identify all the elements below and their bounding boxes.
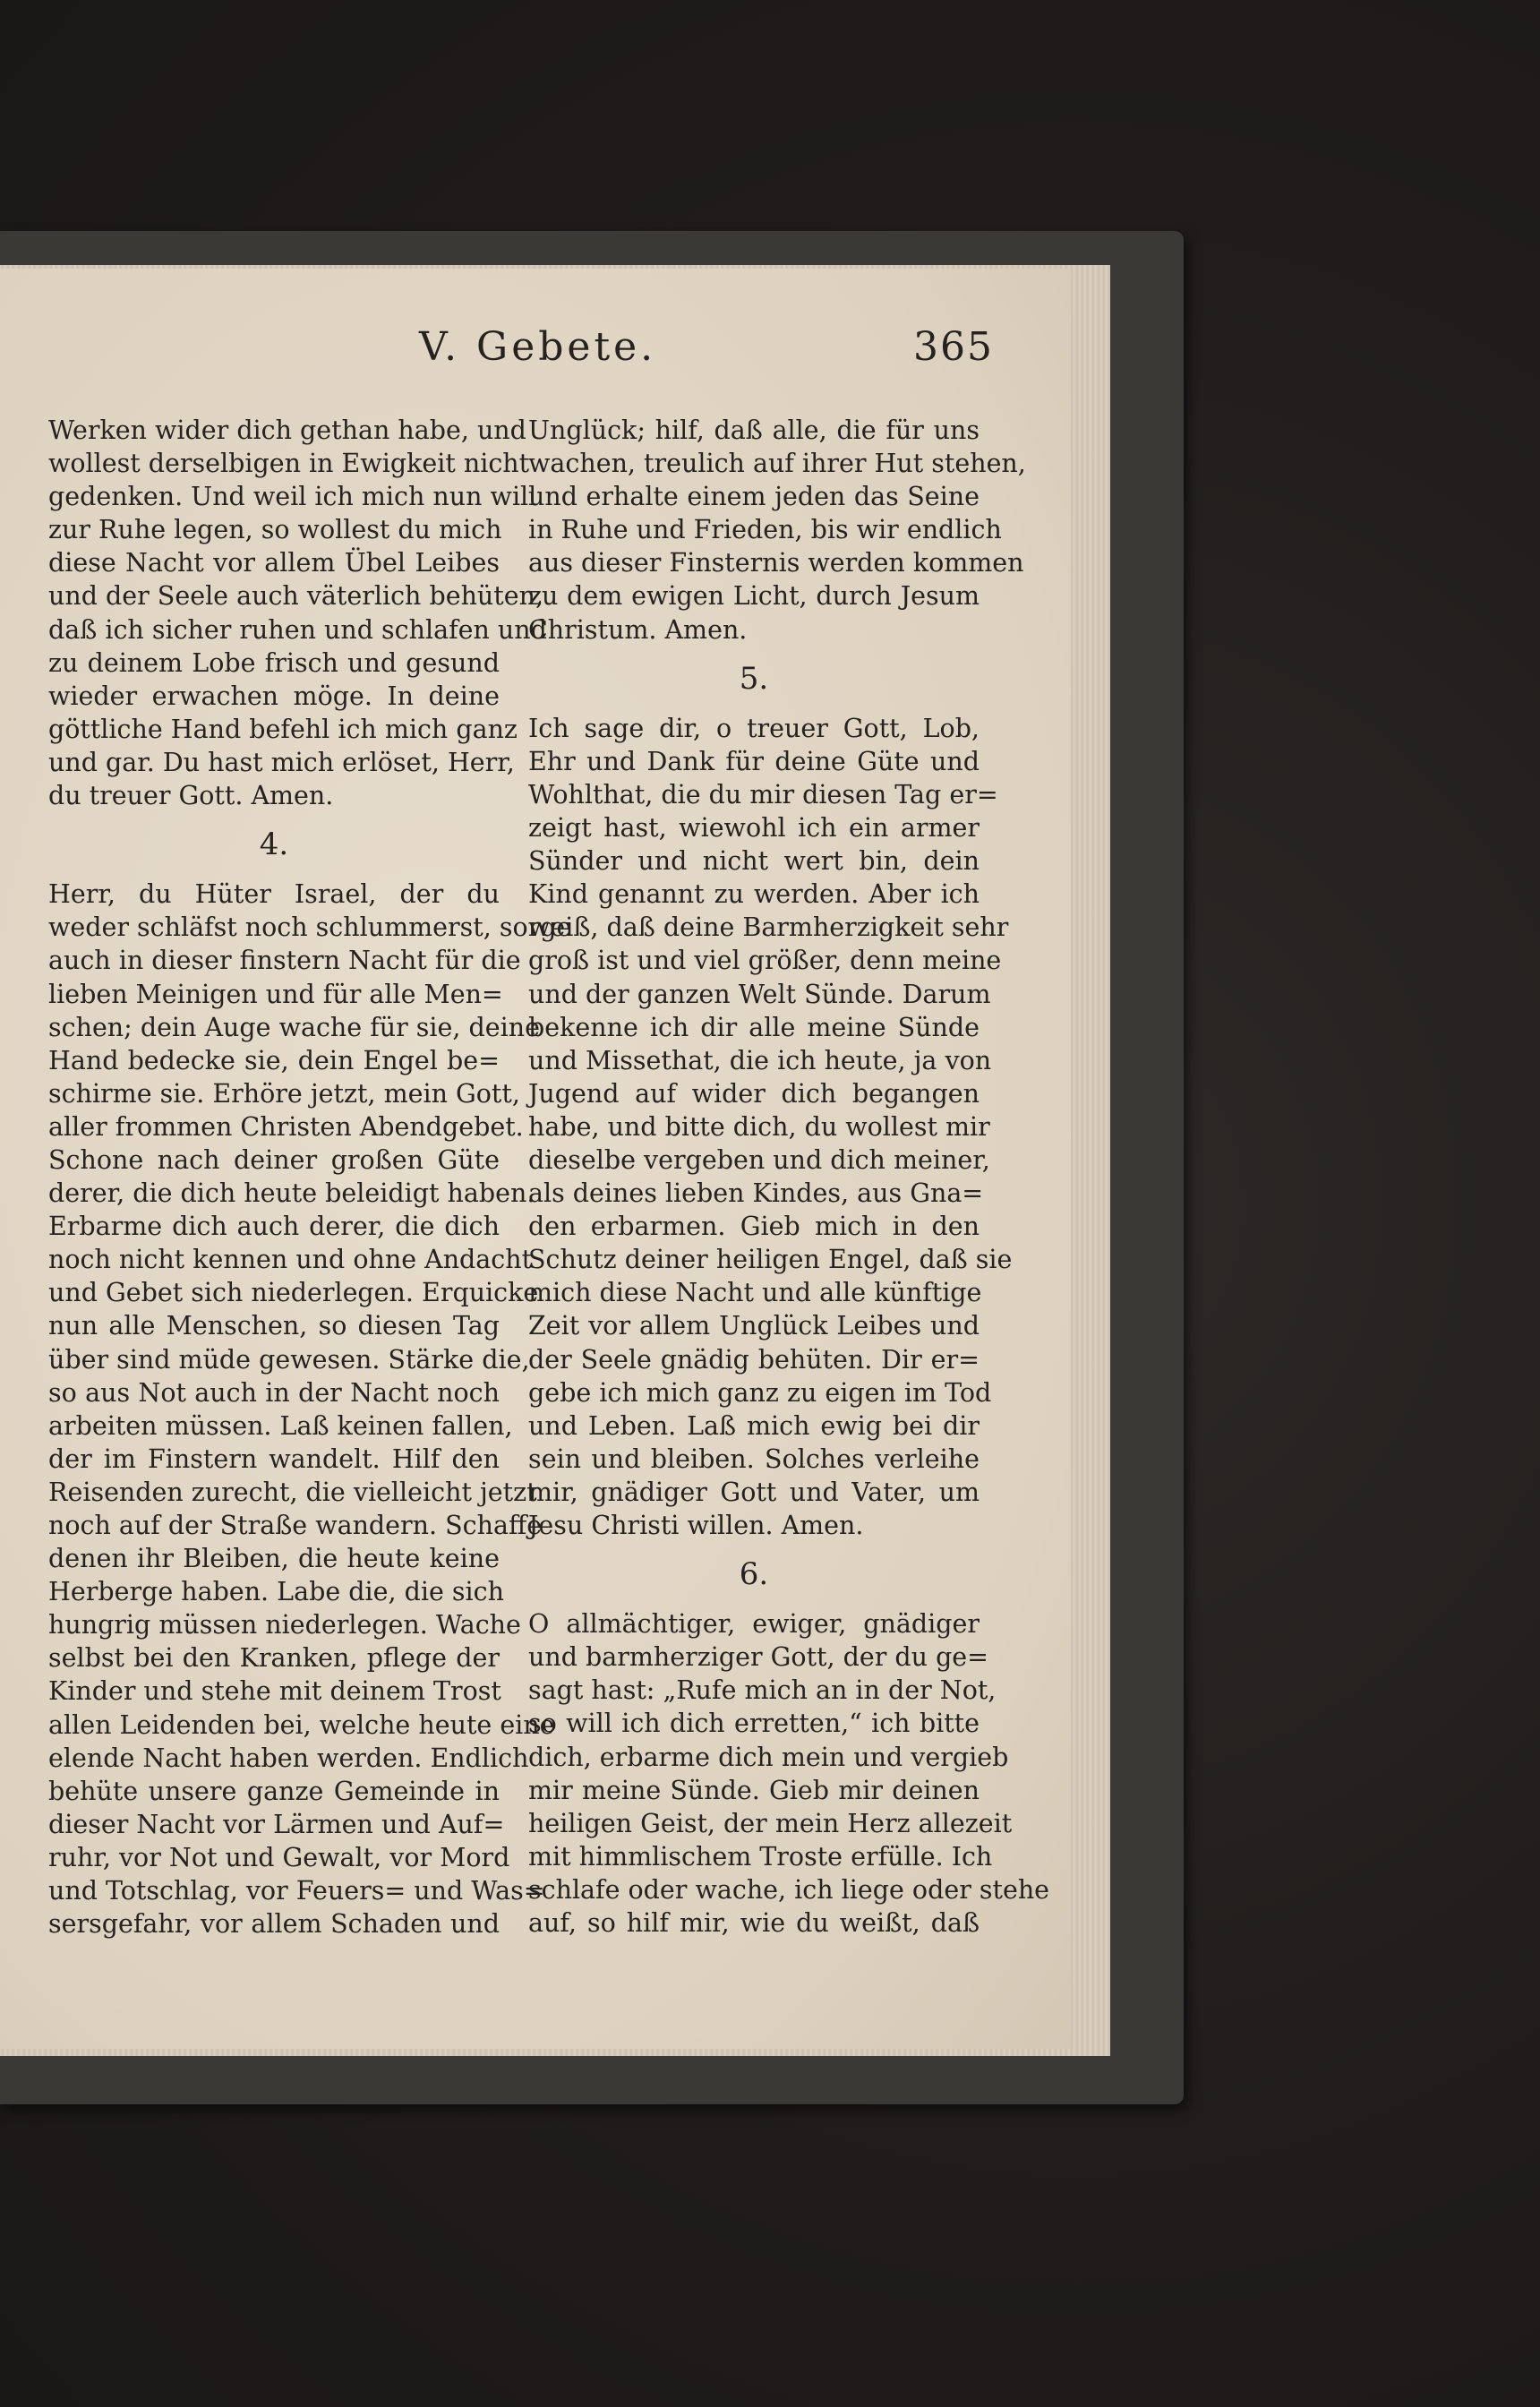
text-line: Jugend auf wider dich begangen [528, 1078, 980, 1109]
section-number: 6. [739, 1556, 769, 1593]
text-line: Werken wider dich gethan habe, und [48, 415, 526, 445]
text-line: wollest derselbigen in Ewigkeit nicht [48, 449, 530, 479]
text-line: gebe ich mich ganz zu eigen im Tod [528, 1377, 992, 1408]
spacer [48, 861, 500, 878]
page-number: 365 [913, 324, 994, 370]
text-line: sein und bleiben. Solches verleihe [528, 1443, 980, 1474]
text-line: arbeiten müssen. Laß keinen fallen, [48, 1410, 513, 1441]
text-line: gedenken. Und weil ich mich nun will [48, 482, 537, 512]
text-line: Schutz deiner heiligen Engel, daß sie [528, 1245, 1013, 1275]
text-line: und Leben. Laß mich ewig bei dir [528, 1410, 980, 1441]
text-line: zu deinem Lobe frisch und gesund [48, 647, 500, 678]
text-line: wieder erwachen möge. In deine [48, 681, 500, 711]
text-line: Schone nach deiner großen Güte [48, 1144, 500, 1175]
text-line: hungrig müssen niederlegen. Wache [48, 1610, 521, 1640]
text-line: Kinder und stehe mit deinem Trost [48, 1676, 501, 1707]
text-line: mir, gnädiger Gott und Vater, um [528, 1477, 980, 1507]
text-line: daß ich sicher ruhen und schlafen und [48, 614, 547, 645]
text-line: nun alle Menschen, so diesen Tag [48, 1311, 500, 1341]
text-line: elende Nacht haben werden. Endlich [48, 1743, 529, 1773]
text-line: habe, und bitte dich, du wollest mir [528, 1111, 990, 1142]
text-line: Kind genannt zu werden. Aber ich [528, 879, 980, 910]
text-line: zeigt hast, wiewohl ich ein armer [528, 813, 980, 844]
text-line: auf, so hilf mir, wie du weißt, daß [528, 1908, 980, 1939]
right-column [528, 414, 1050, 1940]
text-line: bekenne ich dir alle meine Sünde [528, 1012, 980, 1042]
text-line: in Ruhe und Frieden, bis wir endlich [528, 515, 1002, 545]
text-line: Wohlthat, die du mir diesen Tag er= [528, 779, 998, 809]
text-line: selbst bei den Kranken, pflege der [48, 1643, 500, 1674]
spacer [528, 1591, 980, 1607]
left-column [48, 414, 572, 1940]
spacer [528, 647, 980, 663]
text-line: göttliche Hand befehl ich mich ganz [48, 714, 518, 744]
text-line: der Seele gnädig behüten. Dir er= [528, 1344, 980, 1375]
text-line: als deines lieben Kindes, aus Gna= [528, 1178, 984, 1209]
text-line: wachen, treulich auf ihrer Hut stehen, [528, 449, 1026, 479]
text-line: und barmherziger Gott, der du ge= [528, 1642, 989, 1673]
section-number: 5. [739, 660, 769, 697]
text-line: Hand bedecke sie, dein Engel be= [48, 1045, 500, 1075]
text-line: Erbarme dich auch derer, die dich [48, 1212, 500, 1242]
text-line: aller frommen Christen Abendgebet. [48, 1111, 524, 1142]
text-line: und gar. Du hast mich erlöset, Herr, [48, 747, 515, 777]
section-number: 4. [259, 827, 289, 863]
text-line: schlafe oder wache, ich liege oder stehe [528, 1874, 1050, 1905]
text-line: so will ich dich erretten,“ ich bitte [528, 1709, 980, 1739]
text-line: zur Ruhe legen, so wollest du mich [48, 515, 502, 545]
text-line: Ehr und Dank für deine Güte und [528, 746, 980, 776]
text-line: mir meine Sünde. Gieb mir deinen [528, 1775, 980, 1805]
text-line: noch nicht kennen und ohne Andacht [48, 1245, 533, 1275]
text-line: du treuer Gott. Amen. [48, 781, 334, 811]
text-line: und erhalte einem jeden das Seine [528, 482, 980, 512]
text-line: der im Finstern wandelt. Hilf den [48, 1443, 500, 1474]
text-line: und Totschlag, vor Feuers= und Was= [48, 1876, 545, 1906]
text-line: noch auf der Straße wandern. Schaffe [48, 1511, 543, 1540]
text-line: aus dieser Finsternis werden kommen [528, 548, 1024, 578]
text-line: heiligen Geist, der mein Herz allezeit [528, 1808, 1013, 1838]
text-line: über sind müde gewesen. Stärke die, [48, 1344, 530, 1375]
text-line: Jesu Christi willen. Amen. [528, 1511, 864, 1540]
text-line: zu dem ewigen Licht, durch Jesum [528, 581, 980, 612]
text-line: ruhr, vor Not und Gewalt, vor Mord [48, 1842, 510, 1872]
text-line: groß ist und viel größer, denn meine [528, 946, 1002, 976]
running-title: V. Gebete. [419, 324, 657, 370]
text-line: mit himmlischem Troste erfülle. Ich [528, 1841, 993, 1872]
text-line: weiß, daß deine Barmherzigkeit sehr [528, 912, 1009, 943]
text-line: und Gebet sich niederlegen. Erquicke [48, 1278, 539, 1308]
text-line: denen ihr Bleiben, die heute keine [48, 1544, 500, 1574]
text-line: und der Seele auch väterlich behüten, [48, 581, 544, 612]
text-line: schen; dein Auge wache für sie, deine [48, 1012, 540, 1042]
text-line: dieselbe vergeben und dich meiner, [528, 1144, 990, 1175]
page-header [0, 324, 1071, 378]
text-line: dich, erbarme dich mein und vergieb [528, 1742, 1009, 1772]
text-line: Herr, du Hüter Israel, der du [48, 879, 500, 910]
text-line: so aus Not auch in der Nacht noch [48, 1377, 500, 1408]
text-line: diese Nacht vor allem Übel Leibes [48, 548, 500, 578]
text-line: sagt hast: „Rufe mich an in der Not, [528, 1675, 997, 1706]
spacer [528, 696, 980, 712]
text-line: auch in dieser finstern Nacht für die [48, 946, 521, 976]
text-line: allen Leidenden bei, welche heute eine [48, 1709, 555, 1740]
text-line: schirme sie. Erhöre jetzt, mein Gott, [48, 1078, 520, 1109]
text-line: dieser Nacht vor Lärmen und Auf= [48, 1809, 505, 1839]
text-line: Zeit vor allem Unglück Leibes und [528, 1311, 980, 1341]
book-page [0, 269, 1071, 2049]
text-line: sersgefahr, vor allem Schaden und [48, 1909, 500, 1940]
text-line: den erbarmen. Gieb mich in den [528, 1212, 980, 1242]
text-line: Christum. Amen. [528, 614, 748, 645]
text-line: mich diese Nacht und alle künftige [528, 1278, 982, 1308]
text-line: derer, die dich heute beleidigt haben. [48, 1178, 535, 1209]
text-line: Ich sage dir, o treuer Gott, Lob, [528, 713, 980, 743]
text-line: lieben Meinigen und für alle Men= [48, 979, 503, 1009]
text-line: Reisenden zurecht, die vielleicht jetzt [48, 1477, 537, 1507]
text-line: und Missethat, die ich heute, ja von [528, 1045, 992, 1075]
text-line: und der ganzen Welt Sünde. Darum [528, 979, 991, 1009]
text-line: Unglück; hilf, daß alle, die für uns [528, 415, 980, 445]
text-line: behüte unsere ganze Gemeinde in [48, 1776, 500, 1806]
text-line: Herberge haben. Labe die, die sich [48, 1577, 504, 1607]
text-line: O allmächtiger, ewiger, gnädiger [528, 1609, 980, 1640]
text-line: Sünder und nicht wert bin, dein [528, 846, 980, 877]
text-line: weder schläfst noch schlummerst, sorge [48, 912, 572, 943]
